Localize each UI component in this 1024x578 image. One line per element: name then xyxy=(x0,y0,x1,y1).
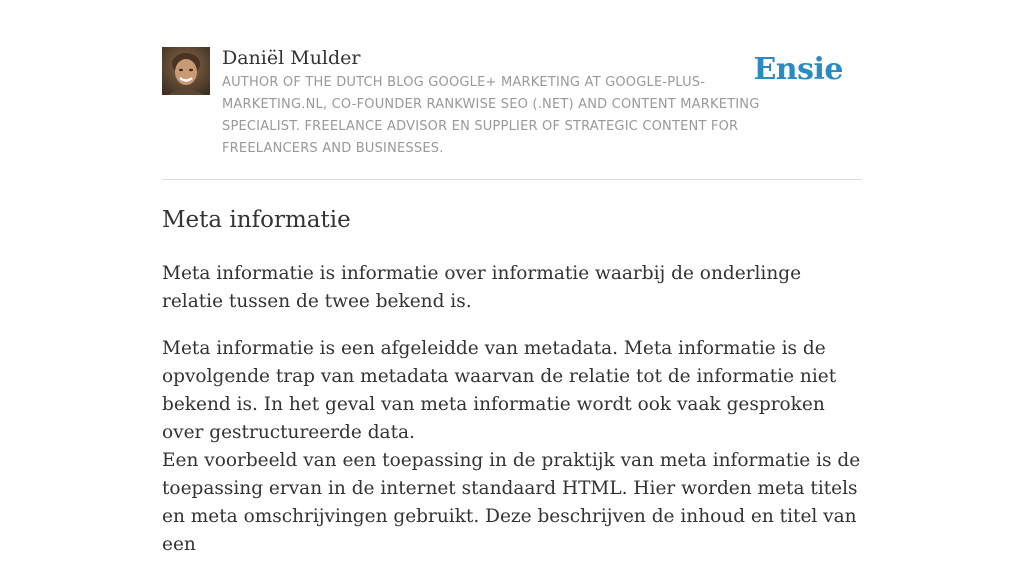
article-paragraph xyxy=(162,260,862,316)
author-bio: AUTHOR OF THE DUTCH BLOG GOOGLE+ MARKETING AT GOOGLE-PLUS-MARKETING.NL, CO-FOUNDER RANKWISE SEO (.NET) AND CONTENT MARKETING SPECIALIST. FREELANCE ADVISOR EN SUPPLIER OF STRATEGIC CONTENT FOR FREELANCERS AND BUSINESSES. xyxy=(222,75,760,156)
page-container xyxy=(162,44,862,578)
author-info xyxy=(222,44,770,160)
article-paragraph xyxy=(162,335,862,559)
article-title: Meta informatie xyxy=(162,207,351,233)
paragraph-text: Meta informatie is informatie over informatie waarbij de onderlinge relatie tussen de twee bekend is. xyxy=(162,263,802,312)
article xyxy=(162,180,862,559)
ensie-logo[interactable]: Ensie xyxy=(753,52,843,87)
paragraph-text: Meta informatie is een afgeleidde van metadata. Meta informatie is de opvolgende trap van metadata waarvan de relatie tot de informatie niet bekend is. In het geval van meta informatie wordt ook vaak gesproken over gestructureerde data. xyxy=(162,338,837,443)
paragraph-text: Een voorbeeld van een toepassing in de praktijk van meta informatie is de toepassing ervan in de internet standaard HTML. Hier worden meta titels en meta omschrijvingen gebruikt. Deze beschrijven de inhoud en titel van een xyxy=(162,450,861,555)
author-avatar[interactable] xyxy=(162,47,210,95)
author-name[interactable]: Daniël Mulder xyxy=(222,47,361,69)
author-header xyxy=(162,44,862,180)
person-avatar-icon xyxy=(162,47,210,95)
